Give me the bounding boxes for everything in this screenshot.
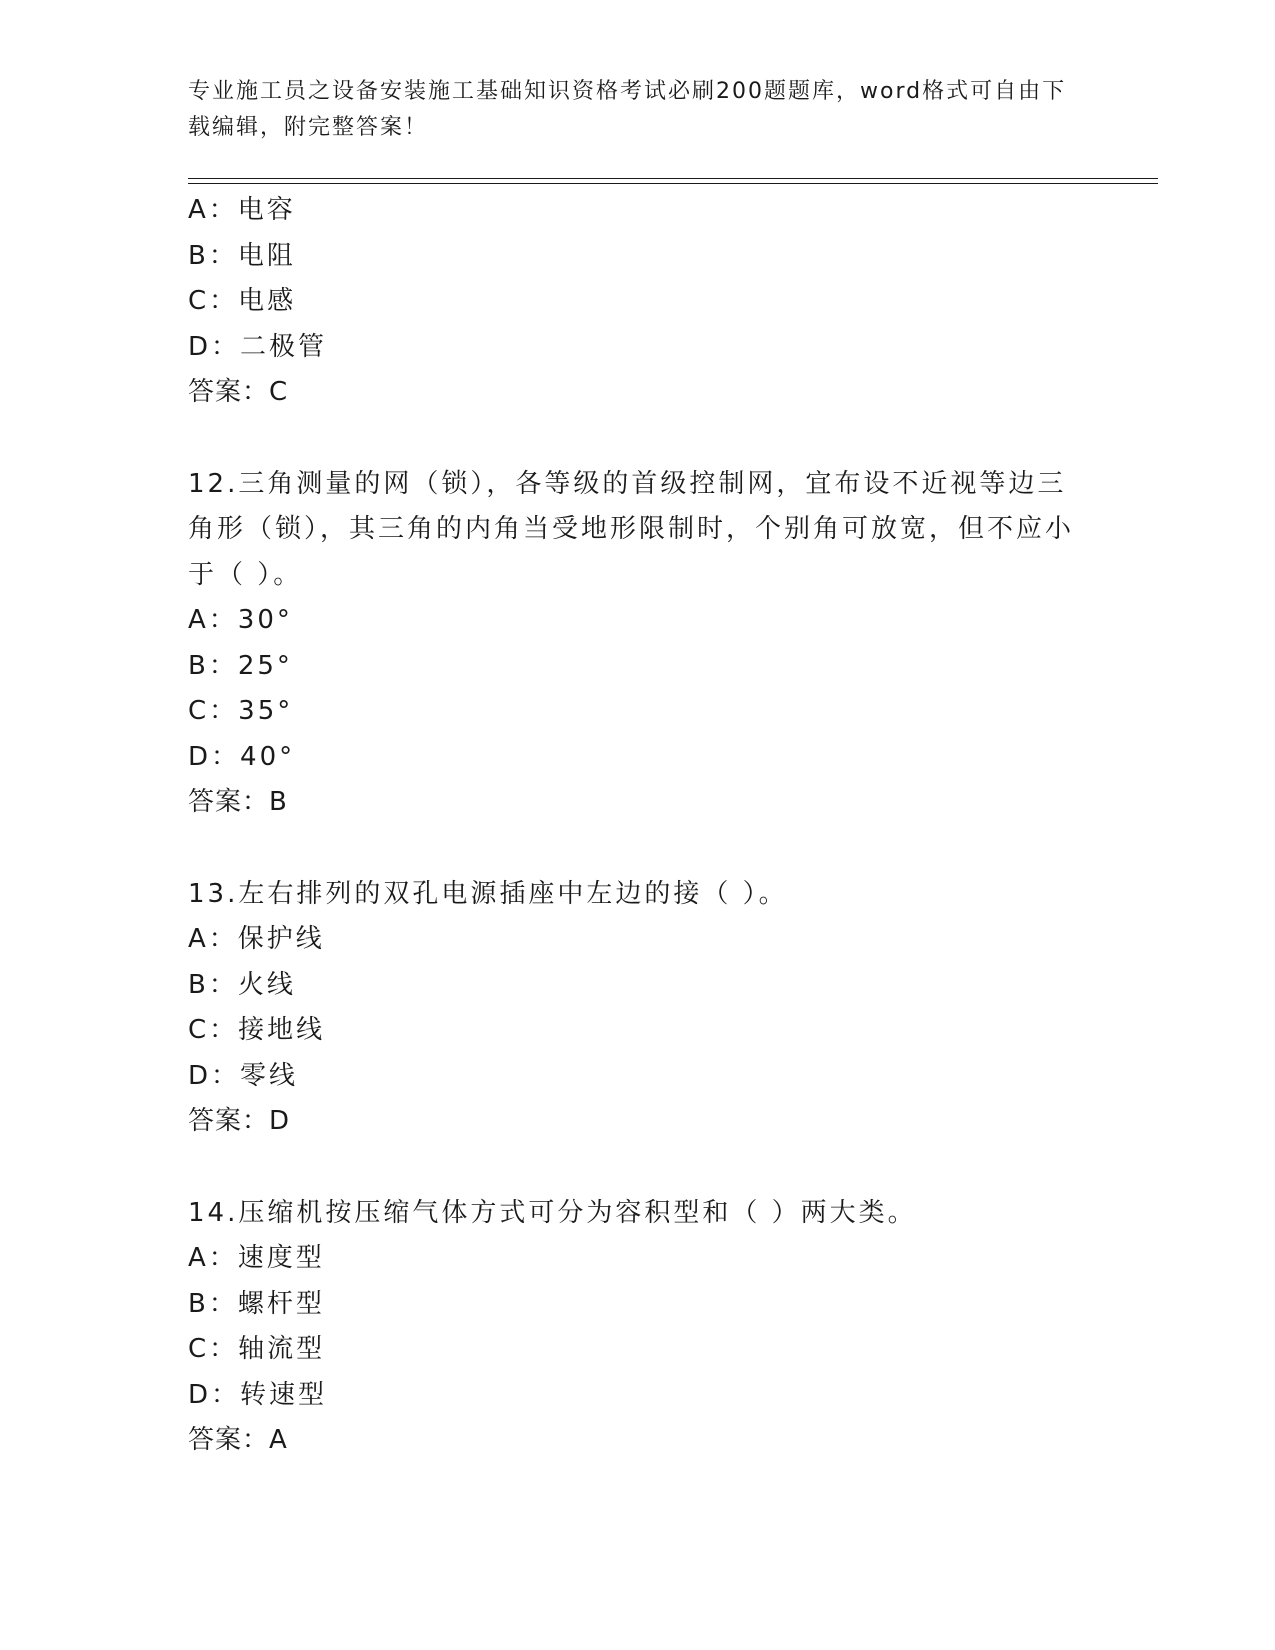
option-c: C：35° [188, 696, 294, 726]
option-a: A：30° [188, 605, 293, 635]
question-block-11 [188, 188, 1088, 416]
option-c: C：接地线 [188, 1015, 326, 1045]
option-c: C：轴流型 [188, 1334, 326, 1364]
question-block-13 [188, 872, 1088, 1145]
spacer [188, 416, 1088, 462]
document-header: 专业施工员之设备安装施工基础知识资格考试必刷200题题库，word格式可自由下载编辑，附完整答案！ [188, 79, 1067, 140]
header-rule-bottom [188, 183, 1158, 184]
option-a: A：速度型 [188, 1243, 325, 1273]
question-block-14 [188, 1191, 1088, 1464]
answer: 答案：A [188, 1425, 288, 1455]
option-d: D：转速型 [188, 1379, 328, 1410]
option-b: B：25° [188, 650, 293, 681]
header-rule-top [188, 178, 1158, 179]
option-d: D：零线 [188, 1060, 299, 1091]
option-d: D：40° [188, 741, 296, 772]
question-block-12 [188, 462, 1088, 826]
question-stem: 14.压缩机按压缩气体方式可分为容积型和（ ）两大类。 [188, 1197, 917, 1228]
option-c: C：电感 [188, 286, 297, 316]
option-a: A：保护线 [188, 924, 325, 954]
question-stem: 13.左右排列的双孔电源插座中左边的接（ ）。 [188, 878, 788, 909]
option-b: B：火线 [188, 969, 296, 1000]
question-stem: 12.三角测量的网（锁），各等级的首级控制网，宜布设不近视等边三角形（锁），其三角的内角当受地形限制时，个别角可放宽，但不应小于（ ）。 [188, 468, 1075, 590]
spacer [188, 1145, 1088, 1191]
question-list [188, 188, 1088, 1464]
spacer [188, 826, 1088, 872]
option-a: A：电容 [188, 195, 296, 225]
option-d: D：二极管 [188, 331, 328, 362]
answer: 答案：C [188, 377, 289, 407]
answer: 答案：D [188, 1106, 291, 1136]
answer: 答案：B [188, 787, 288, 817]
option-b: B：电阻 [188, 240, 296, 271]
option-b: B：螺杆型 [188, 1288, 325, 1319]
